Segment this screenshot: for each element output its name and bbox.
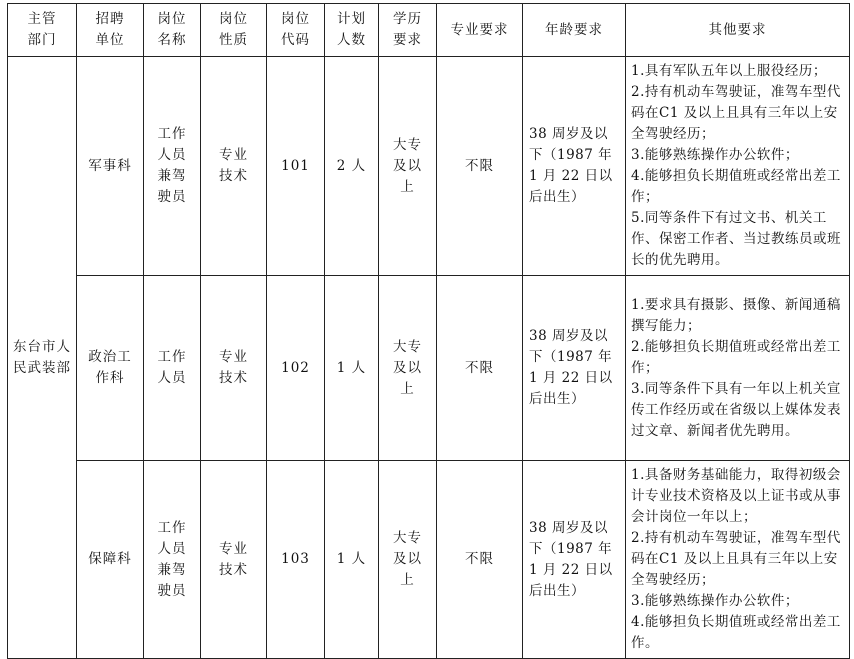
major-cell: 不限 (437, 461, 523, 659)
unit-cell: 军事科 (77, 57, 144, 276)
dept-cell: 东台市人民武装部 (8, 57, 77, 659)
table-row (8, 276, 850, 461)
age-cell: 38 周岁及以下（1987 年 1 月 22 日以后出生） (523, 461, 626, 659)
requirement-item: 2.持有机动车驾驶证，准驾车型代码在C1 及以上且具有三年以上安全驾驶经历； (631, 84, 841, 142)
other-requirements-cell (626, 276, 850, 461)
post-type-cell: 专业技术 (201, 461, 267, 659)
requirement-item: 3.能够熟练操作办公软件； (631, 147, 799, 163)
header-unit: 招聘单位 (77, 4, 144, 57)
requirement-item: 3.能够熟练操作办公软件； (631, 593, 799, 609)
header-major: 专业要求 (437, 4, 523, 57)
table-row (8, 57, 850, 276)
edu-cell: 大专及以上 (379, 461, 437, 659)
requirement-item: 4.能够担负长期值班或经常出差工作。 (631, 614, 841, 651)
requirement-item: 1.要求具有摄影、摄像、新闻通稿撰写能力； (631, 296, 841, 334)
requirement-item: 5.同等条件下有过文书、机关工作、保密工作者、当过教练员或班长的优先聘用。 (631, 210, 841, 268)
header-post-type: 岗位性质 (201, 4, 267, 57)
recruitment-table (7, 3, 850, 659)
unit-cell: 保障科 (77, 461, 144, 659)
edu-cell: 大专及以上 (379, 57, 437, 276)
requirement-item: 2.能够担负长期值班或经常出差工作； (631, 338, 841, 376)
header-age: 年龄要求 (523, 4, 626, 57)
header-dept: 主管部门 (8, 4, 77, 57)
header-edu: 学历要求 (379, 4, 437, 57)
header-other: 其他要求 (626, 4, 850, 57)
requirement-item: 4.能够担负长期值班或经常出差工作； (631, 168, 841, 205)
header-post-name: 岗位名称 (144, 4, 201, 57)
requirement-item: 1.具有军队五年以上服役经历； (631, 63, 827, 79)
age-cell: 38 周岁及以下（1987 年 1 月 22 日以后出生） (523, 57, 626, 276)
post-code-cell: 102 (267, 276, 325, 461)
table-row (8, 461, 850, 659)
age-cell: 38 周岁及以下（1987 年 1 月 22 日以后出生） (523, 276, 626, 461)
header-plan: 计划人数 (325, 4, 379, 57)
header-row (8, 4, 850, 57)
plan-cell: 2 人 (325, 57, 379, 276)
header-post-code: 岗位代码 (267, 4, 325, 57)
post-name-cell: 工作人员兼驾驶员 (144, 461, 201, 659)
major-cell: 不限 (437, 276, 523, 461)
plan-cell: 1 人 (325, 276, 379, 461)
requirement-item: 2.持有机动车驾驶证，准驾车型代码在C1 及以上且具有三年以上安全驾驶经历； (631, 530, 841, 588)
post-code-cell: 101 (267, 57, 325, 276)
post-type-cell: 专业技术 (201, 276, 267, 461)
edu-cell: 大专及以上 (379, 276, 437, 461)
major-cell: 不限 (437, 57, 523, 276)
other-requirements-cell (626, 57, 850, 276)
unit-cell: 政治工作科 (77, 276, 144, 461)
plan-cell: 1 人 (325, 461, 379, 659)
post-name-cell: 工作人员兼驾驶员 (144, 57, 201, 276)
requirement-item: 1.具备财务基础能力，取得初级会计专业技术资格及以上证书或从事会计岗位一年以上； (631, 467, 841, 525)
post-type-cell: 专业技术 (201, 57, 267, 276)
post-code-cell: 103 (267, 461, 325, 659)
other-requirements-cell (626, 461, 850, 659)
requirement-item: 3.同等条件下具有一年以上机关宣传工作经历或在省级以上媒体发表过文章、新闻者优先聘用。 (631, 380, 841, 439)
post-name-cell: 工作人员 (144, 276, 201, 461)
